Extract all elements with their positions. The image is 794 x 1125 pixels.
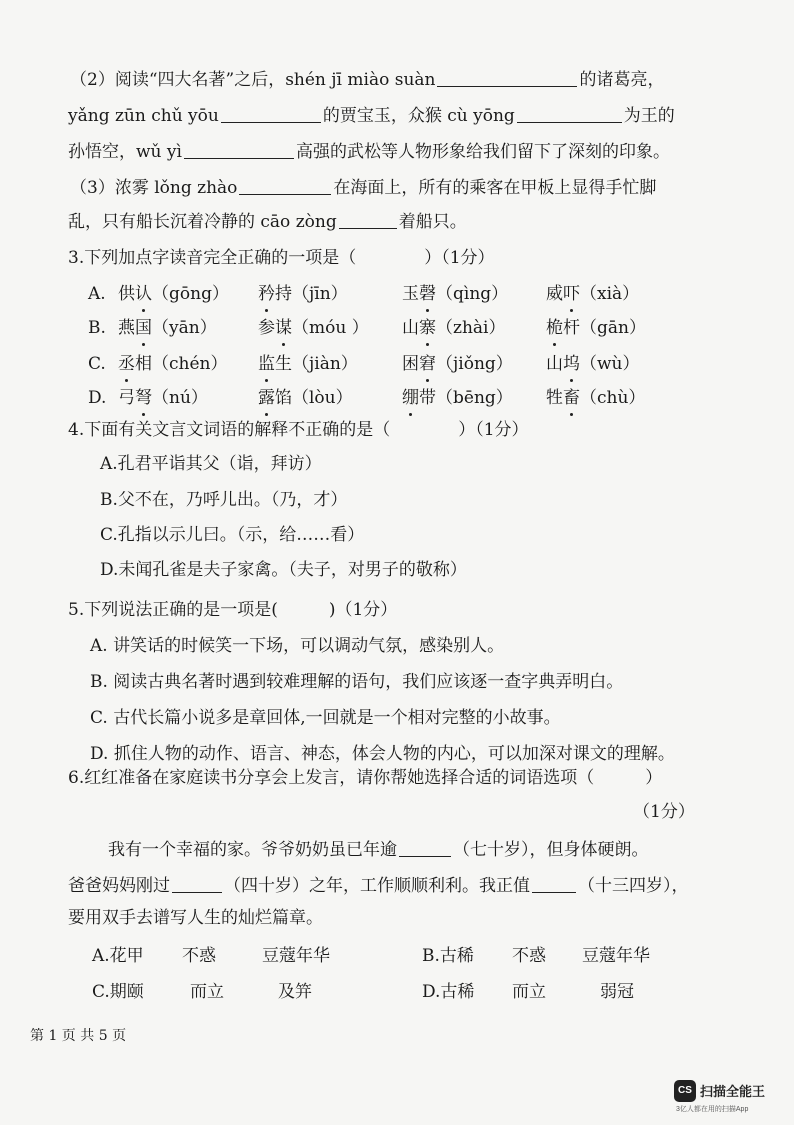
q3-word: 监生（jiàn） <box>258 354 358 374</box>
blank[interactable] <box>532 874 576 893</box>
dotted-char: 坞 <box>563 354 580 374</box>
q5-option-b[interactable]: B. 阅读古典名著时遇到较难理解的语句，我们应该逐一查字典弄明白。 <box>90 672 624 692</box>
q6-option[interactable]: D.古稀 <box>422 982 475 1002</box>
dotted-char: 弩 <box>135 388 152 408</box>
blank[interactable] <box>221 104 321 123</box>
dotted-char: 国 <box>135 318 152 338</box>
q3-stem: 3.下列加点字读音完全正确的一项是（ ）（1分） <box>68 248 495 268</box>
dotted-char: 绷 <box>402 388 419 408</box>
q3-word: 困窘（jiǒng） <box>402 354 513 374</box>
dotted-char: 矜 <box>258 284 275 304</box>
q3-option-letter[interactable]: C. <box>88 354 106 374</box>
watermark-sub: 3亿人都在用的扫描App <box>676 1106 749 1113</box>
q3-option-letter[interactable]: A. <box>88 284 106 304</box>
p2-line5: 乱，只有船长沉着冷静的 cāo zòng 着船只。 <box>68 212 467 232</box>
blank[interactable] <box>399 838 451 857</box>
q4-stem: 4.下面有关文言文词语的解释不正确的是（ ）（1分） <box>68 420 529 440</box>
q4-option-c[interactable]: C.孔指以示儿曰。（示，给……看） <box>100 525 365 545</box>
q6-option-word: 不惑 <box>512 946 546 966</box>
p2-line4: （3）浓雾 lǒng zhào 在海面上，所有的乘客在甲板上显得手忙脚 <box>70 178 657 198</box>
blank[interactable] <box>239 176 331 195</box>
blank[interactable] <box>184 140 294 159</box>
q6-option-word: 而立 <box>190 982 224 1002</box>
dotted-char: 监 <box>258 354 275 374</box>
q6-option-word: 豆蔻年华 <box>262 946 330 966</box>
dotted-char: 寨 <box>419 318 436 338</box>
dotted-char: 露 <box>258 388 275 408</box>
q3-word: 供认（gōng） <box>118 284 229 304</box>
dotted-char: 畜 <box>563 388 580 408</box>
scanner-watermark <box>674 1078 784 1114</box>
q6-option-word: 豆蔻年华 <box>582 946 650 966</box>
q6-option-word: 弱冠 <box>600 982 634 1002</box>
watermark-name: 扫描全能王 <box>700 1084 766 1099</box>
p2-line1: （2）阅读“四大名著”之后，shén jī miào suàn 的诸葛亮， <box>70 70 665 90</box>
page-footer: 第 1 页 共 5 页 <box>30 1028 127 1044</box>
dotted-char: 磬 <box>419 284 436 304</box>
q3-word: 丞相（chén） <box>118 354 228 374</box>
q6-option-word: 而立 <box>512 982 546 1002</box>
q3-option-letter[interactable]: D. <box>88 388 107 408</box>
blank[interactable] <box>339 210 397 229</box>
dotted-char: 桅 <box>546 318 563 338</box>
q6-option-word: 不惑 <box>182 946 216 966</box>
q5-stem: 5.下列说法正确的是一项是( )（1分） <box>68 600 398 620</box>
q6-option[interactable]: C.期颐 <box>92 982 144 1002</box>
blank[interactable] <box>172 874 222 893</box>
q4-option-a[interactable]: A.孔君平诣其父（诣，拜访） <box>100 454 322 474</box>
q6-option[interactable]: B.古稀 <box>422 946 474 966</box>
camscanner-logo-icon: CS <box>674 1080 696 1102</box>
q6-option-word: 及笄 <box>278 982 312 1002</box>
q4-option-b[interactable]: B.父不在，乃呼儿出。（乃，才） <box>100 490 348 510</box>
q3-word: 燕国（yān） <box>118 318 217 338</box>
q5-option-a[interactable]: A. 讲笑话的时候笑一下场，可以调动气氛，感染别人。 <box>90 636 505 656</box>
q6-option[interactable]: A.花甲 <box>92 946 144 966</box>
q3-word: 牲畜（chù） <box>546 388 646 408</box>
q3-word: 桅杆（gān） <box>546 318 646 338</box>
q3-word: 山坞（wù） <box>546 354 640 374</box>
q3-word: 威吓（xià） <box>546 284 640 304</box>
blank[interactable] <box>517 104 622 123</box>
q3-word: 露馅（lòu） <box>258 388 353 408</box>
q3-word: 山寨（zhài） <box>402 318 506 338</box>
q5-option-c[interactable]: C. 古代长篇小说多是章回体,一回就是一个相对完整的小故事。 <box>90 708 561 728</box>
q3-word: 矜持（jīn） <box>258 284 348 304</box>
q3-word: 玉磬（qìng） <box>402 284 509 304</box>
q3-word: 弓弩（nú） <box>118 388 208 408</box>
q6-score: （1分） <box>633 802 695 822</box>
q6-stem: 6.红红准备在家庭读书分享会上发言，请你帮她选择合适的词语选项（ ） <box>68 768 663 788</box>
q5-option-d[interactable]: D. 抓住人物的动作、语言、神态，体会人物的内心，可以加深对课文的理解。 <box>90 744 675 764</box>
dotted-char: 认 <box>135 284 152 304</box>
dotted-char: 吓 <box>563 284 580 304</box>
q6-para2: 爸爸妈妈刚过 （四十岁）之年，工作顺顺利利。我正值 （十三四岁）， <box>68 876 689 896</box>
dotted-char: 丞 <box>118 354 135 374</box>
q4-option-d[interactable]: D.未闻孔雀是夫子家禽。（夫子，对男子的敬称） <box>100 560 467 580</box>
blank[interactable] <box>437 68 577 87</box>
p2-line3: 孙悟空，wǔ yì 高强的武松等人物形象给我们留下了深刻的印象。 <box>68 142 670 162</box>
p2-line2: yǎng zūn chǔ yōu 的贾宝玉，众猴 cù yōng 为王的 <box>68 106 675 126</box>
q6-para3: 要用双手去谱写人生的灿烂篇章。 <box>68 908 323 928</box>
q3-word: 参谋（móu ） <box>258 318 369 338</box>
dotted-char: 窘 <box>419 354 436 374</box>
dotted-char: 谋 <box>275 318 292 338</box>
q3-option-letter[interactable]: B. <box>88 318 106 338</box>
q3-word: 绷带（bēng） <box>402 388 513 408</box>
q6-para1: 我有一个幸福的家。爷爷奶奶虽已年逾 （七十岁），但身体硬朗。 <box>108 840 649 860</box>
